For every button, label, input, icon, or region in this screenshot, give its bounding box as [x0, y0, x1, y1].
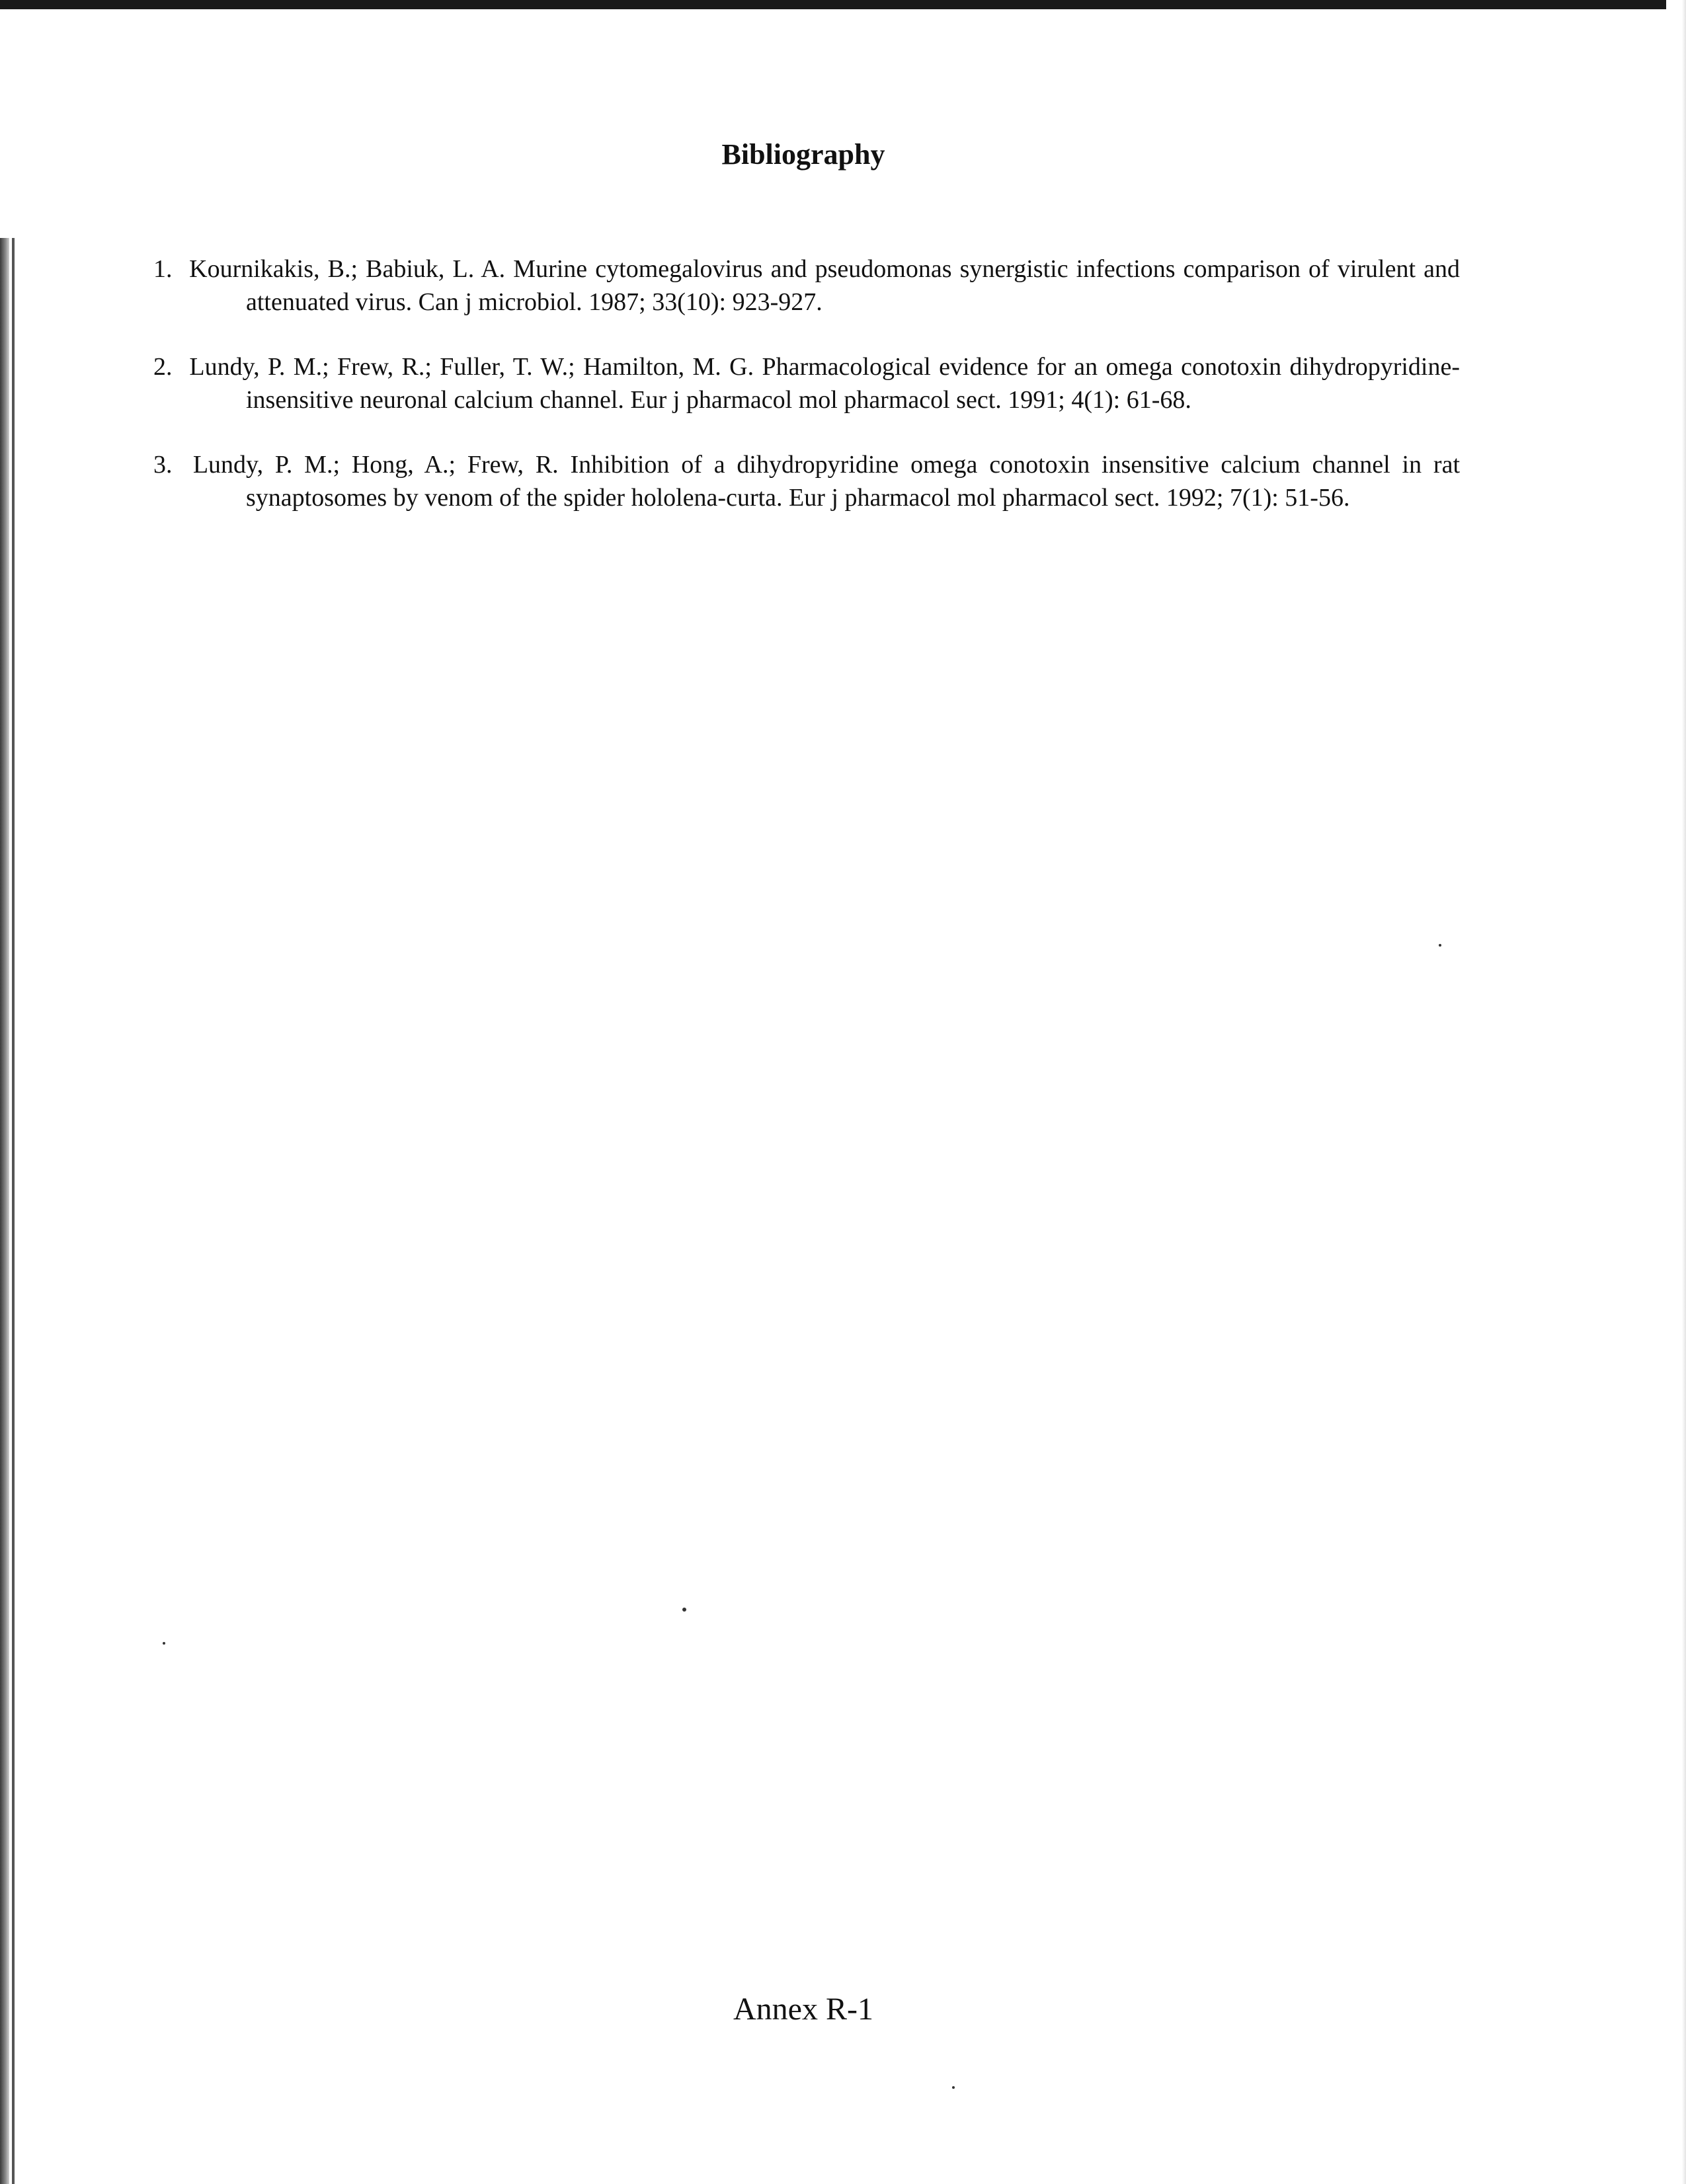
reference-list [153, 253, 1460, 546]
scan-right-edge [1682, 0, 1686, 2184]
reference-text: Kournikakis, B.; Babiuk, L. A. Murine cytomegalovirus and pseudomonas synergistic infections comparison of virulent and attenuated virus. Can j microbiol. 1987; 33(10): 923-927. [189, 255, 1460, 316]
reference-number: 2. [153, 353, 173, 381]
scan-speck [1439, 944, 1441, 947]
scan-left-edge-line [12, 238, 15, 2184]
reference-item [153, 448, 1460, 514]
scan-top-border [0, 0, 1666, 9]
scan-speck [682, 1608, 686, 1612]
scan-speck [952, 2086, 955, 2089]
page-footer: Annex R-1 [733, 1992, 873, 2027]
reference-item [153, 253, 1460, 319]
scan-left-edge [0, 238, 9, 2184]
reference-text: Lundy, P. M.; Frew, R.; Fuller, T. W.; Hamilton, M. G. Pharmacological evidence for an omega conotoxin dihydropyridine- insensitive neuronal calcium channel. Eur j pharmacol mol pharmacol sect. 1991; 4(1): 61-68. [189, 353, 1460, 414]
reference-item [153, 350, 1460, 416]
reference-number: 1. [153, 255, 173, 283]
reference-text: Lundy, P. M.; Hong, A.; Frew, R. Inhibition of a dihydropyridine omega conotoxin insensitive calcium channel in rat synaptosomes by venom of the spider hololena-curta. Eur j pharmacol mol pharmacol sect. 1992; 7(1): 51-56. [192, 451, 1460, 512]
scan-speck [163, 1642, 165, 1645]
reference-number: 3. [153, 451, 173, 479]
page-title: Bibliography [721, 138, 885, 171]
